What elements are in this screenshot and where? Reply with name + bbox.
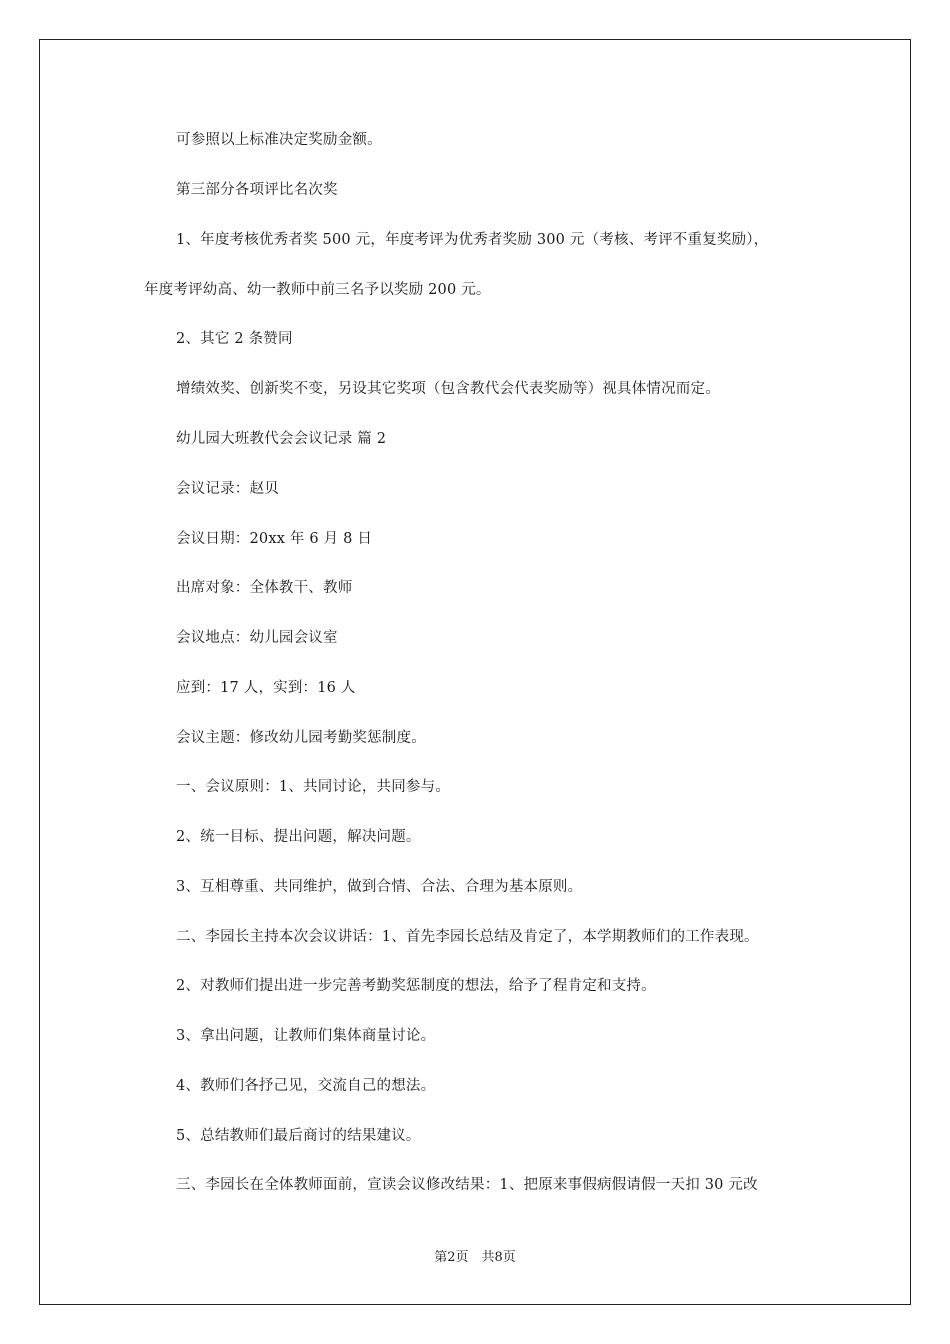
meeting-topic: 会议主题：修改幼儿园考勤奖惩制度。 [176, 730, 426, 746]
paragraph-line: 3、拿出问题，让教师们集体商量讨论。 [176, 1028, 436, 1044]
meeting-date: 会议日期：20xx 年 6 月 8 日 [176, 531, 373, 547]
paragraph-line: 2、其它 2 条赞同 [176, 331, 293, 347]
meeting-location: 会议地点：幼儿园会议室 [176, 630, 338, 646]
meeting-attendance: 应到：17 人，实到：16 人 [176, 680, 356, 696]
meeting-attendees: 出席对象：全体教干、教师 [176, 580, 353, 596]
meeting-recorder: 会议记录：赵贝 [176, 481, 279, 497]
paragraph-line: 可参照以上标准决定奖励金额。 [176, 132, 382, 148]
page-number-footer: 第2页 共8页 [434, 1250, 516, 1265]
paragraph-line: 4、教师们各抒己见，交流自己的想法。 [176, 1078, 436, 1094]
paragraph-line: 5、总结教师们最后商讨的结果建议。 [176, 1128, 421, 1144]
section-heading: 幼儿园大班教代会会议记录 篇 2 [176, 431, 387, 447]
paragraph-line: 2、对教师们提出进一步完善考勤奖惩制度的想法，给予了程肯定和支持。 [176, 978, 656, 994]
paragraph-line: 三、李园长在全体教师面前，宣读会议修改结果：1、把原来事假病假请假一天扣 30 元改 [176, 1177, 758, 1193]
paragraph-line: 一、会议原则：1、共同讨论，共同参与。 [176, 779, 451, 795]
paragraph-line: 2、统一目标、提出问题，解决问题。 [176, 829, 421, 845]
paragraph-line: 1、年度考核优秀者奖 500 元，年度考评为优秀者奖励 300 元（考核、考评不重复奖励）， [176, 232, 769, 248]
page-frame [39, 39, 911, 1305]
paragraph-line: 二、李园长主持本次会议讲话：1、首先李园长总结及肯定了，本学期教师们的工作表现。 [176, 929, 759, 945]
section-heading: 第三部分各项评比名次奖 [176, 182, 338, 198]
paragraph-line: 增绩效奖、创新奖不变，另设其它奖项（包含教代会代表奖励等）视具体情况而定。 [176, 381, 720, 397]
paragraph-line: 3、互相尊重、共同维护，做到合情、合法、合理为基本原则。 [176, 879, 583, 895]
paragraph-line: 年度考评幼高、幼一教师中前三名予以奖励 200 元。 [144, 282, 491, 298]
